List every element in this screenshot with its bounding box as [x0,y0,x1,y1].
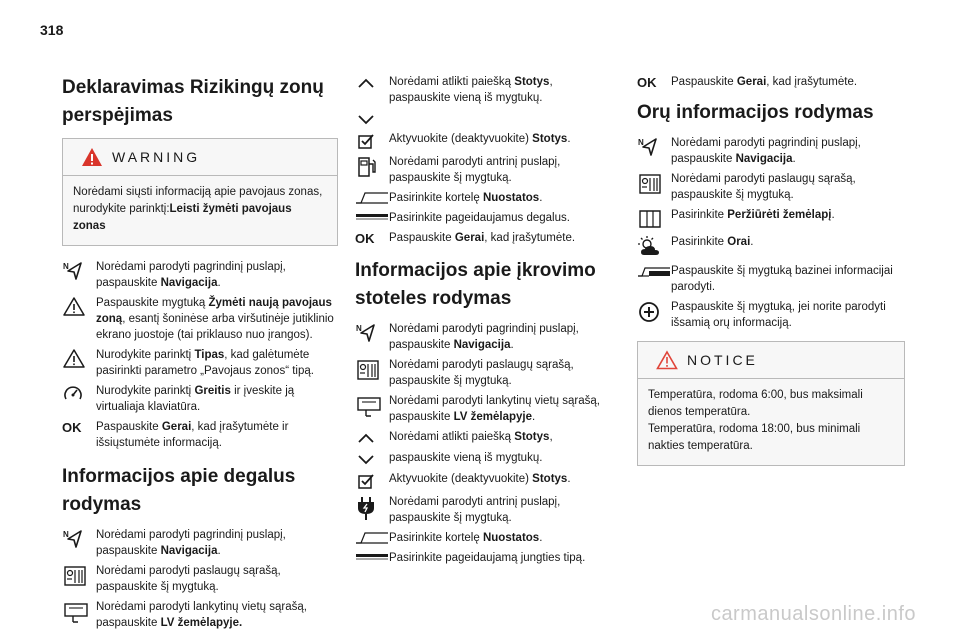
weather-tab-icon [637,263,671,280]
ok-icon: OK [355,231,375,246]
instruction-text: Paspauskite mygtuką Žymėti naują pavojaus zoną, esantį šoninėse arba viršutinėje jutiklinio ekrano juostoje (tai priklauso nuo įrangos). [96,297,334,341]
instruction-text: Pasirinkite pageidaujamus degalus. [389,212,570,224]
instruction-text: Norėdami atlikti paiešką Stotys, [389,431,553,443]
svg-text:N: N [63,530,69,539]
warning-box [62,138,338,246]
instruction-text: Norėdami parodyti antrinį puslapį, paspauskite šį mygtuką. [389,496,561,524]
instruction-text: Pasirinkite pageidaujamą jungties tipą. [389,552,586,564]
checkbox-icon [355,131,389,150]
instruction-step [355,131,610,150]
svg-text:N: N [63,262,69,271]
section-title-weather: Orų informacijos rodymas [637,102,874,123]
instruction-step [637,135,905,167]
chevron-down-icon [355,110,389,127]
instruction-text: Aktyvuokite (deaktyvuokite) Stotys. [389,473,571,485]
service-list-icon [355,357,389,382]
instruction-text: Paspauskite šį mygtuką, jei norite parodyti išsamią orų informaciją. [671,301,886,329]
speed-gauge-icon [62,383,96,406]
instruction-step [355,110,610,127]
instruction-step [62,527,338,559]
instruction-step [62,419,338,451]
fuel-steps-continued [355,74,610,247]
instruction-text: Norėdami parodyti lankytinų vietų sąrašą, paspauskite LV žemėlapyje. [96,601,307,629]
instruction-text: Norėdami parodyti pagrindinį puslapį, paspauskite Navigacija. [96,529,286,557]
instruction-step [637,171,905,203]
instruction-step [62,295,338,343]
chevron-up-icon [355,74,389,91]
instruction-step [637,74,905,91]
instruction-text: Paspauskite Gerai, kad įrašytumėte. [671,76,858,88]
instruction-text: Norėdami atlikti paiešką Stotys, paspauskite vieną iš mygtukų. [389,76,553,104]
instruction-step [355,321,610,353]
instruction-text: Norėdami parodyti pagrindinį puslapį, paspauskite Navigacija. [671,137,861,165]
svg-text:N: N [356,324,362,333]
instruction-text: Pasirinkite Peržiūrėti žemėlapį. [671,209,835,221]
instruction-step [355,393,610,425]
instruction-step [355,530,610,546]
warning-triangle-icon [62,295,96,317]
warning-text: Norėdami siųsti informaciją apie pavojaus zonas, nurodykite parinktį:Leisti žymėti pavojaus zonas [73,186,323,232]
instruction-step [637,263,905,295]
instruction-text: Norėdami parodyti antrinį puslapį, paspauskite šį mygtuką. [389,156,561,184]
weather-icon [637,234,671,259]
notice-box [637,341,905,466]
fuel-steps [62,527,338,631]
weather-steps [637,135,905,331]
instruction-text: Norėdami parodyti pagrindinį puslapį, paspauskite Navigacija. [389,323,579,351]
ok-icon: OK [62,420,82,435]
map-pin-list-icon [62,599,96,624]
instruction-step [355,74,610,106]
column-1 [62,74,338,635]
notice-text [638,379,904,465]
navigation-arrow-icon [355,321,389,344]
section-title-charging: Informacijos apie įkrovimo stoteles rodymas [355,260,596,309]
instruction-text: Pasirinkite kortelę Nuostatos. [389,192,543,204]
hazard-steps [62,259,338,451]
charging-steps-continued [637,74,905,91]
column-2 [355,74,610,570]
tab-icon [355,530,389,545]
notice-label: NOTICE [687,352,758,368]
instruction-step [355,190,610,206]
instruction-step [637,234,905,259]
watermark: carmanualsonline.info [710,603,916,625]
instruction-text: Pasirinkite Orai. [671,236,754,248]
checkbox-icon [355,471,389,490]
instruction-text: Norėdami parodyti pagrindinį puslapį, paspauskite Navigacija. [96,261,286,289]
instruction-step [355,210,610,226]
ok-icon: OK [637,75,657,90]
navigation-arrow-icon [637,135,671,158]
instruction-step [62,383,338,415]
instruction-step [62,347,338,379]
plus-circle-icon [637,299,671,324]
service-list-icon [62,563,96,588]
instruction-text: Nurodykite parinktį Tipas, kad galėtumėte pasirinkti parametro „Pavojaus zonos“ tipą. [96,349,314,377]
notice-triangle-icon [656,350,678,370]
section-title-fuel: Informacijos apie degalus rodymas [62,466,296,515]
column-3 [637,74,905,479]
warning-triangle-icon [62,347,96,369]
service-list-icon [637,171,671,196]
instruction-step [355,429,610,446]
instruction-text: Nurodykite parinktį Greitis ir įveskite ją virtualiaja klaviatūra. [96,385,295,413]
instruction-step [355,471,610,490]
instruction-step [355,494,610,526]
notice-line-2: Temperatūra, rodoma 18:00, bus minimali nakties temperatūra. [648,423,861,452]
instruction-text: Norėdami parodyti paslaugų sąrašą, paspauskite šį mygtuką. [671,173,856,201]
tab-icon [355,190,389,205]
warning-label: WARNING [112,149,201,165]
section-title-hazard: Deklaravimas Rizikingų zonų perspėjimas [62,77,324,126]
charging-steps [355,321,610,566]
instruction-text: Paspauskite Gerai, kad įrašytumėte ir išsiųstumėte informaciją. [96,421,289,449]
instruction-step [355,230,610,247]
instruction-text: Paspauskite šį mygtuką bazinei informacijai parodyti. [671,265,893,293]
map-book-icon [637,207,671,230]
navigation-arrow-icon [62,527,96,550]
chevron-up-icon [355,429,389,446]
svg-text:N: N [638,138,644,147]
instruction-text: Pasirinkite kortelę Nuostatos. [389,532,543,544]
ev-plug-icon [355,494,389,521]
bar-icon [355,550,389,563]
warning-triangle-icon [81,147,103,167]
instruction-text: paspauskite vieną iš mygtukų. [389,452,543,464]
instruction-step [62,599,338,631]
instruction-text: Norėdami parodyti paslaugų sąrašą, paspauskite šį mygtuką. [96,565,281,593]
notice-header [638,342,904,379]
warning-header [63,139,337,176]
instruction-step [355,450,610,467]
bar-icon [355,210,389,223]
instruction-step [355,357,610,389]
instruction-step [355,550,610,566]
instruction-step [62,563,338,595]
page-number: 318 [40,22,64,38]
instruction-text: Norėdami parodyti lankytinų vietų sąrašą, paspauskite LV žemėlapyje. [389,395,600,423]
instruction-step [355,154,610,186]
instruction-text: Paspauskite Gerai, kad įrašytumėte. [389,232,576,244]
instruction-step [62,259,338,291]
instruction-text: Aktyvuokite (deaktyvuokite) Stotys. [389,133,571,145]
instruction-text: Norėdami parodyti paslaugų sąrašą, paspauskite šį mygtuką. [389,359,574,387]
instruction-step [637,299,905,331]
fuel-station-icon [355,154,389,179]
navigation-arrow-icon [62,259,96,282]
instruction-step [637,207,905,230]
notice-line-1: Temperatūra, rodoma 6:00, bus maksimali dienos temperatūra. [648,389,863,418]
chevron-down-icon [355,450,389,467]
map-pin-list-icon [355,393,389,418]
